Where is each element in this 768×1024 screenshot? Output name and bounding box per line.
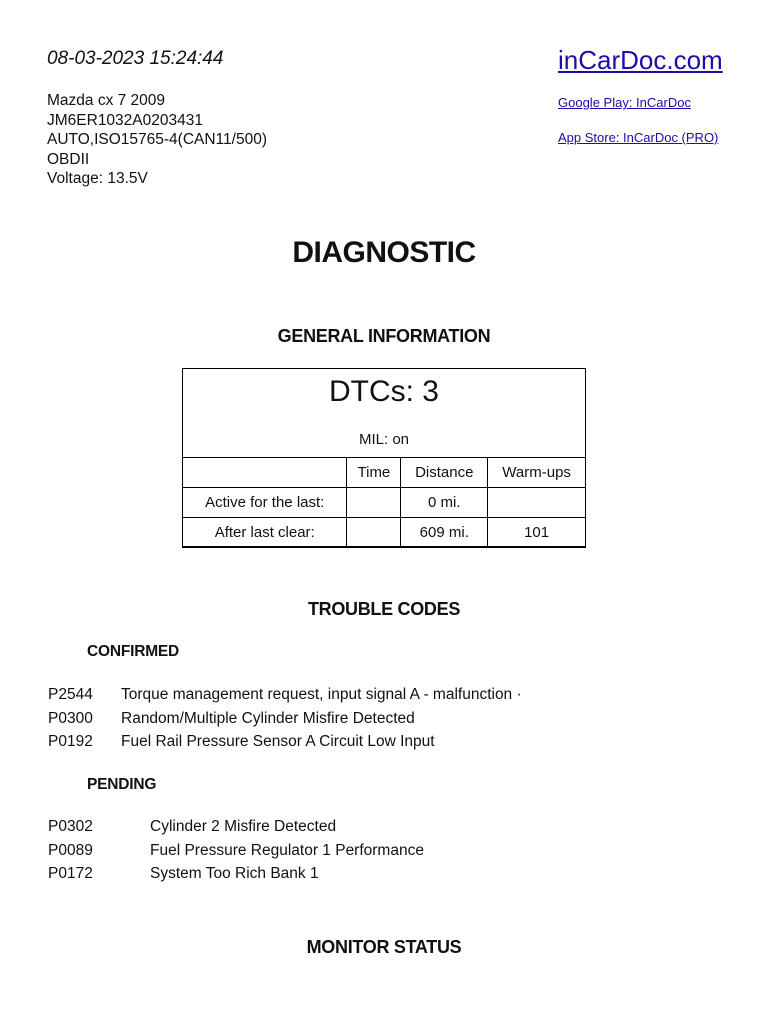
report-timestamp: 08-03-2023 15:24:44 [47,48,224,69]
vehicle-standard: OBDII [47,150,90,168]
dtc-count: DTCs: 3 [328,375,439,408]
stats-cell: 0 mi. [401,488,488,518]
list-item [48,686,648,706]
list-item [48,865,648,885]
dtc-description: Cylinder 2 Misfire Detected [150,818,337,835]
confirmed-heading: CONFIRMED [87,643,180,660]
general-info-heading: GENERAL INFORMATION [277,326,491,346]
dtc-description: System Too Rich Bank 1 [150,865,319,882]
stats-header-cell: Distance [401,458,488,488]
dtc-code: P0089 [48,842,93,859]
page-title: DIAGNOSTIC [292,236,476,269]
stats-header-row [183,458,586,488]
vehicle-protocol: AUTO,ISO15765-4(CAN11/500) [47,131,267,149]
stats-table [182,457,586,548]
vehicle-vin: JM6ER1032A0203431 [47,111,203,129]
dtc-code: P0302 [48,818,93,835]
stats-cell: Active for the last: [183,488,347,518]
app-store-link[interactable]: App Store: InCarDoc (PRO) [558,130,719,145]
dtc-code: P0172 [48,865,93,882]
stats-cell [347,518,401,548]
dtc-description: Fuel Rail Pressure Sensor A Circuit Low Input [121,733,435,750]
monitor-status-heading: MONITOR STATUS [306,937,462,957]
stats-header-cell: Time [347,458,401,488]
stats-header-cell: Warm-ups [488,458,586,488]
table-row [183,488,586,518]
stats-cell: 609 mi. [401,518,488,548]
dtc-description: Fuel Pressure Regulator 1 Performance [150,842,424,859]
dtc-code: P0192 [48,733,93,750]
dtc-code: P0300 [48,710,93,727]
pending-heading: PENDING [87,776,157,793]
list-item [48,818,648,838]
stats-cell: 101 [488,518,586,548]
trouble-codes-heading: TROUBLE CODES [307,599,461,619]
stats-cell: After last clear: [183,518,347,548]
stats-cell [347,488,401,518]
general-info-box [182,368,586,547]
dtc-description: Random/Multiple Cylinder Misfire Detected [121,710,415,727]
list-item [48,710,648,730]
incardoc-link[interactable]: inCarDoc.com [558,45,723,75]
dtc-description: Torque management request, input signal A - malfunction · [121,686,522,703]
mil-status: MIL: on [358,431,410,448]
list-item [48,842,648,862]
vehicle-info [47,91,267,189]
list-item [48,733,648,753]
table-row [183,518,586,548]
stats-header-cell [183,458,347,488]
stats-cell [488,488,586,518]
google-play-link[interactable]: Google Play: InCarDoc [558,95,691,110]
dtc-code: P2544 [48,686,93,703]
vehicle-voltage: Voltage: 13.5V [47,170,148,188]
vehicle-model: Mazda cx 7 2009 [47,92,166,109]
